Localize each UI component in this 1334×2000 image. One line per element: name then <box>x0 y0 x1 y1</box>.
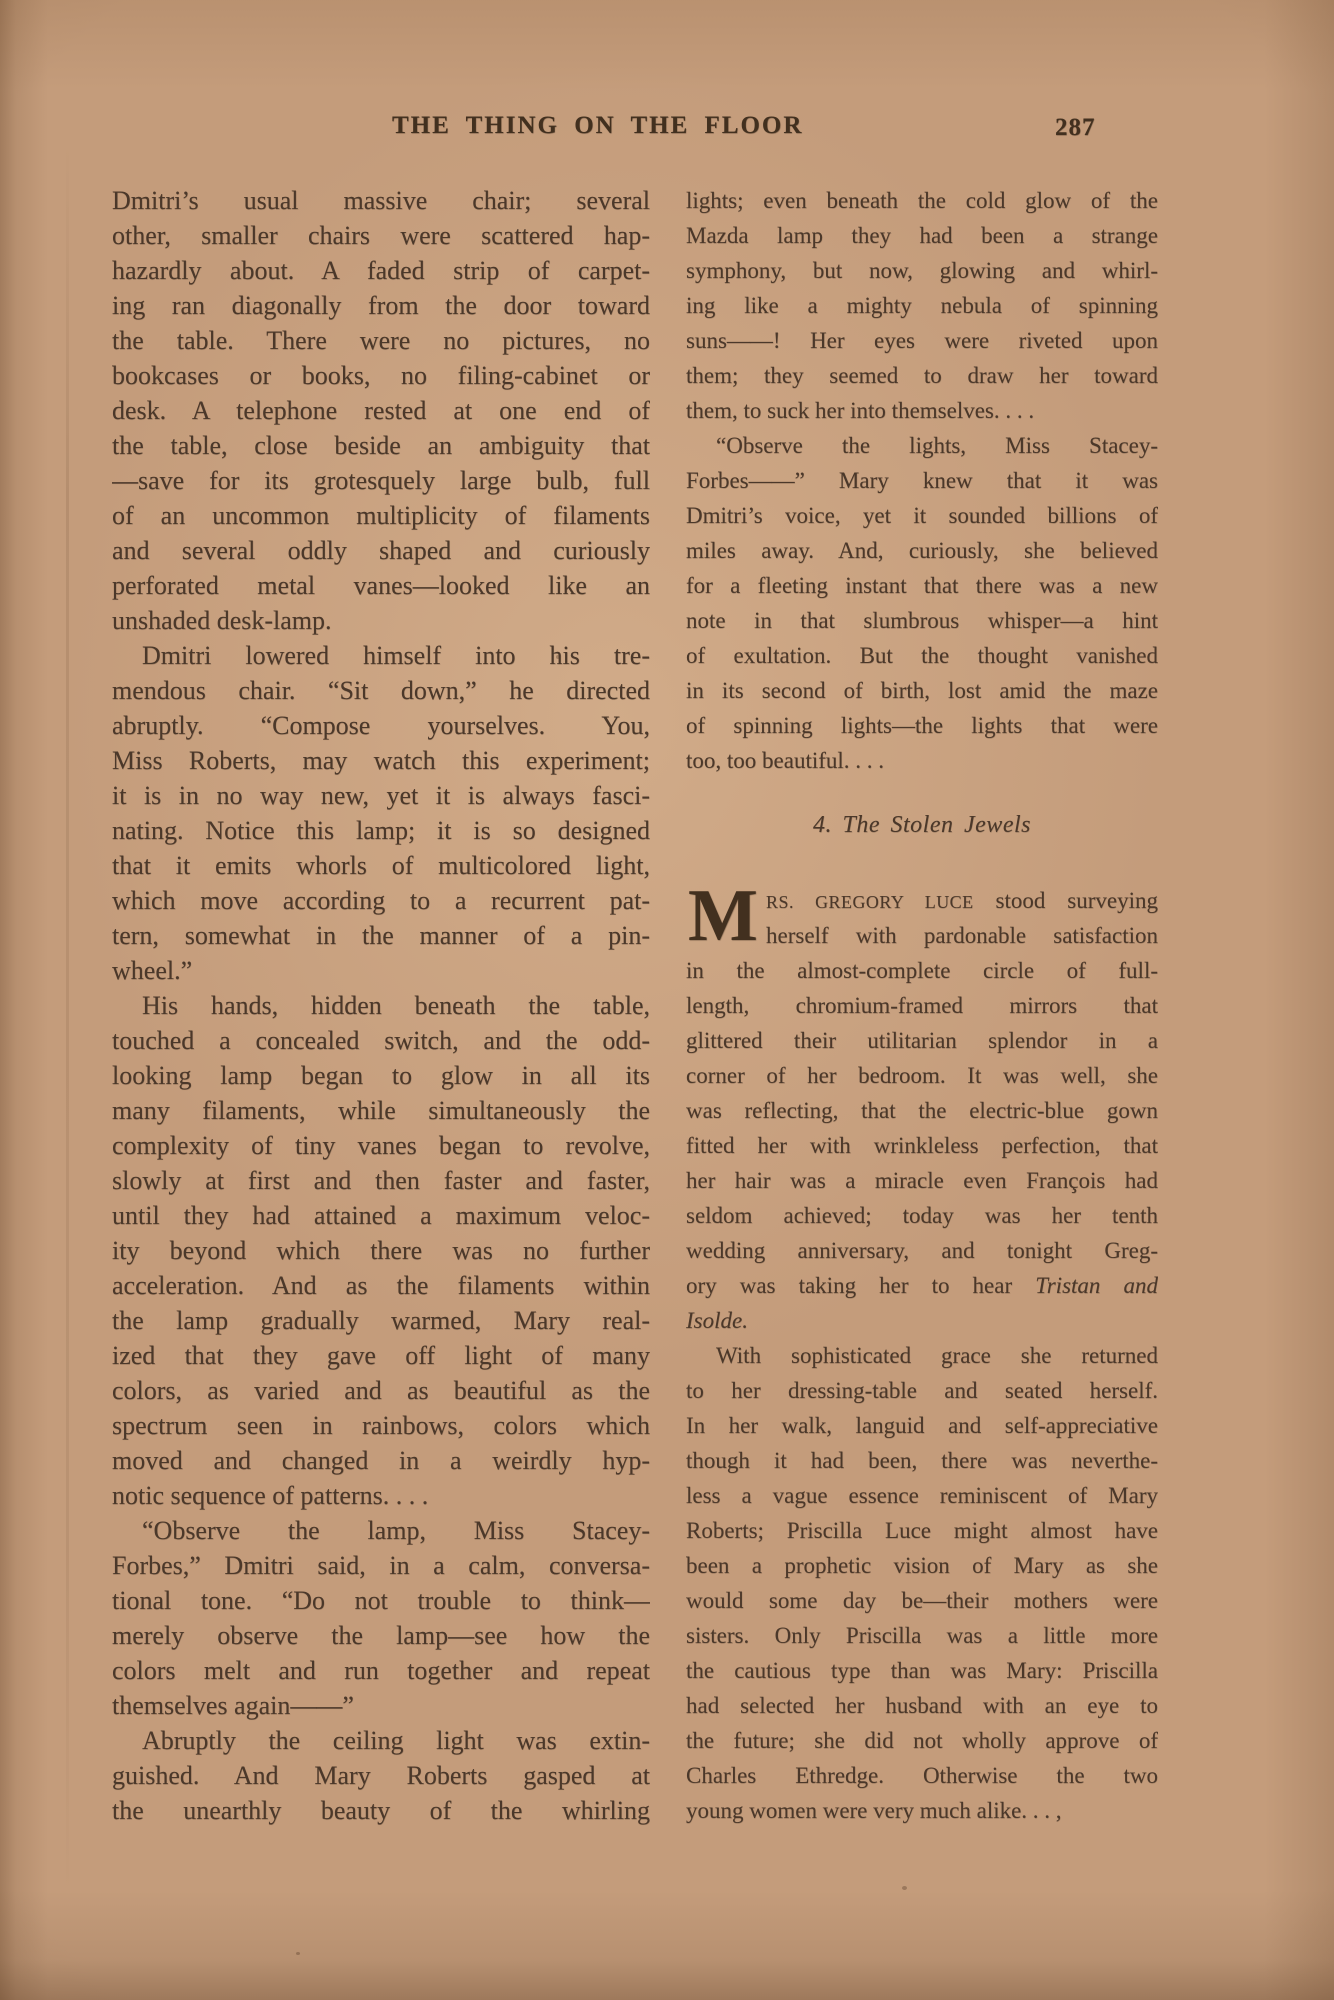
text-line: Roberts; Priscilla Luce might almost have <box>686 1518 1158 1543</box>
text-line: of spinning lights—the lights that were <box>686 713 1158 738</box>
text-line: ing like a mighty nebula of spinning <box>686 293 1158 318</box>
text-line: acceleration. And as the filaments within <box>112 1271 650 1300</box>
text-line: herself with pardonable satisfaction <box>766 923 1158 948</box>
section-heading: 4. The Stolen Jewels <box>813 812 1031 838</box>
text-line: them, to suck her into themselves. . . . <box>686 398 1035 423</box>
text-line: complexity of tiny vanes began to revolve, <box>112 1131 650 1160</box>
text-line: —save for its grotesquely large bulb, full <box>112 466 650 495</box>
text-line: too, too beautiful. . . . <box>686 748 885 773</box>
text-line: fitted her with wrinkleless perfection, that <box>686 1133 1158 1158</box>
text-line: young women were very much alike. . . , <box>686 1798 1062 1823</box>
text-line: “Observe the lights, Miss Stacey- <box>716 433 1158 458</box>
text-line: colors, as varied and as beautiful as the <box>112 1376 650 1405</box>
text-line: Forbes,” Dmitri said, in a calm, conversa- <box>112 1551 650 1580</box>
text-line: less a vague essence reminiscent of Mary <box>686 1483 1158 1508</box>
text-line: seldom achieved; today was her tenth <box>686 1203 1158 1228</box>
left-column <box>112 183 650 1828</box>
text-line <box>686 1268 1158 1303</box>
text-line: lights; even beneath the cold glow of the <box>686 188 1158 213</box>
text-line: of exultation. But the thought vanished <box>686 643 1158 668</box>
text-line: Mazda lamp they had been a strange <box>686 223 1158 248</box>
text-line: corner of her bedroom. It was well, she <box>686 1063 1158 1088</box>
page-number: 287 <box>1055 114 1096 141</box>
text-line: the cautious type than was Mary: Priscilla <box>686 1658 1158 1683</box>
text-line: the future; she did not wholly approve of <box>686 1728 1158 1753</box>
running-title: THE THING ON THE FLOOR <box>392 112 804 139</box>
text-line: wheel.” <box>112 956 193 985</box>
text-line: in the almost-complete circle of full- <box>686 958 1158 983</box>
drop-cap-letter: M <box>688 875 758 957</box>
text-line: which move according to a recurrent pat- <box>112 886 650 915</box>
text-line: ized that they gave off light of many <box>112 1341 650 1370</box>
text-line: sisters. Only Priscilla was a little more <box>686 1623 1158 1648</box>
paper-crease <box>66 140 69 1900</box>
text-line: for a fleeting instant that there was a new <box>686 573 1158 598</box>
text-line: the table. There were no pictures, no <box>112 326 650 355</box>
text-line: suns——! Her eyes were riveted upon <box>686 328 1158 353</box>
text-line: to her dressing-table and seated herself. <box>686 1378 1158 1403</box>
text-line: Miss Roberts, may watch this experiment; <box>112 746 650 775</box>
text-line: Isolde. <box>686 1308 748 1333</box>
text-line: perforated metal vanes—looked like an <box>112 571 650 600</box>
text-line: Dmitri’s usual massive chair; several <box>112 186 650 215</box>
small-caps-text: RS. GREGORY LUCE <box>766 892 974 912</box>
text-line: would some day be—their mothers were <box>686 1588 1158 1613</box>
text-line: Forbes——” Mary knew that it was <box>686 468 1158 493</box>
text-line: was reflecting, that the electric-blue gown <box>686 1098 1158 1123</box>
text-line: other, smaller chairs were scattered hap- <box>112 221 650 250</box>
text-line: guished. And Mary Roberts gasped at <box>112 1761 650 1790</box>
text-line: of an uncommon multiplicity of filaments <box>112 501 650 530</box>
text-line: tern, somewhat in the manner of a pin- <box>112 921 650 950</box>
text-line: looking lamp began to glow in all its <box>112 1061 650 1090</box>
text-line: unshaded desk-lamp. <box>112 606 332 635</box>
text-line: the table, close beside an ambiguity that <box>112 431 650 460</box>
text-segment: stood surveying <box>973 888 1158 913</box>
text-line: them; they seemed to draw her toward <box>686 363 1158 388</box>
text-line: note in that slumbrous whisper—a hint <box>686 608 1158 633</box>
text-line: her hair was a miracle even François had <box>686 1168 1158 1193</box>
text-line: length, chromium-framed mirrors that <box>686 993 1158 1018</box>
text-line: glittered their utilitarian splendor in a <box>686 1028 1158 1053</box>
text-line: Dmitri lowered himself into his tre- <box>142 641 650 670</box>
text-line: the lamp gradually warmed, Mary real- <box>112 1306 650 1335</box>
text-line: ity beyond which there was no further <box>112 1236 650 1265</box>
text-line: in its second of birth, lost amid the maze <box>686 678 1158 703</box>
italic-text: Tristan and <box>1035 1273 1158 1298</box>
paper-speck <box>296 1952 300 1955</box>
text-line: tional tone. “Do not trouble to think— <box>112 1586 650 1615</box>
text-line: though it had been, there was neverthe- <box>686 1448 1158 1473</box>
text-line: Dmitri’s voice, yet it sounded billions of <box>686 503 1158 528</box>
text-line: slowly at first and then faster and faster, <box>112 1166 650 1195</box>
text-line: bookcases or books, no filing-cabinet or <box>112 361 650 390</box>
text-line: many filaments, while simultaneously the <box>112 1096 650 1125</box>
text-line: Charles Ethredge. Otherwise the two <box>686 1763 1158 1788</box>
text-line: themselves again——” <box>112 1691 354 1720</box>
text-line: spectrum seen in rainbows, colors which <box>112 1411 650 1440</box>
right-column <box>686 183 1158 1828</box>
text-line: had selected her husband with an eye to <box>686 1693 1158 1718</box>
text-line: mendous chair. “Sit down,” he directed <box>112 676 650 705</box>
text-line: until they had attained a maximum veloc- <box>112 1201 650 1230</box>
text-line: nating. Notice this lamp; it is so designed <box>112 816 650 845</box>
text-line: wedding anniversary, and tonight Greg- <box>686 1238 1158 1263</box>
text-line: His hands, hidden beneath the table, <box>142 991 650 1020</box>
right-column-part2 <box>686 875 1158 1828</box>
text-segment: ory was taking her to hear <box>686 1273 1036 1298</box>
text-line: touched a concealed switch, and the odd- <box>112 1026 650 1055</box>
text-line: and several oddly shaped and curiously <box>112 536 650 565</box>
text-line: ing ran diagonally from the door toward <box>112 291 650 320</box>
text-line: miles away. And, curiously, she believed <box>686 538 1158 563</box>
text-line: that it emits whorls of multicolored light, <box>112 851 650 880</box>
text-line: “Observe the lamp, Miss Stacey- <box>142 1516 650 1545</box>
text-line: merely observe the lamp—see how the <box>112 1621 650 1650</box>
text-line: hazardly about. A faded strip of carpet- <box>112 256 650 285</box>
paper-speck <box>902 1886 907 1890</box>
text-line: it is in no way new, yet it is always fasci- <box>112 781 650 810</box>
text-line: symphony, but now, glowing and whirl- <box>686 258 1158 283</box>
text-line: abruptly. “Compose yourselves. You, <box>112 711 650 740</box>
text-line: desk. A telephone rested at one end of <box>112 396 650 425</box>
right-column-part1 <box>686 183 1158 778</box>
text-line: Abruptly the ceiling light was extin- <box>142 1726 650 1755</box>
text-line: In her walk, languid and self-appreciative <box>686 1413 1158 1438</box>
text-line: moved and changed in a weirdly hyp- <box>112 1446 650 1475</box>
text-line: With sophisticated grace she returned <box>716 1343 1158 1368</box>
text-line: the unearthly beauty of the whirling <box>112 1796 650 1825</box>
text-line: notic sequence of patterns. . . . <box>112 1481 429 1510</box>
text-line: been a prophetic vision of Mary as she <box>686 1553 1158 1578</box>
text-line: colors melt and run together and repeat <box>112 1656 650 1685</box>
